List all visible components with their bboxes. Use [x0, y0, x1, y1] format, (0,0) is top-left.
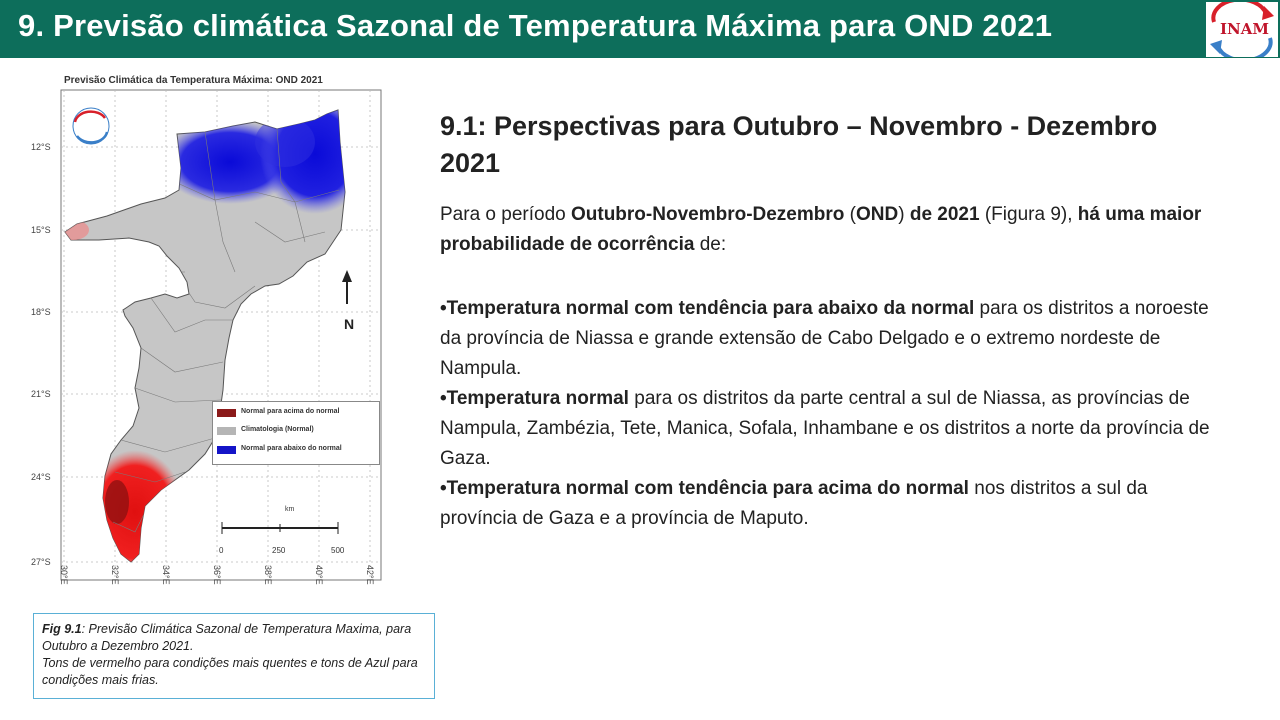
scale-unit-label: km — [285, 506, 295, 513]
legend-label: Normal para abaixo do normal — [241, 445, 342, 452]
section-title: 9.1: Perspectivas para Outubro – Novembro - Dezembro 2021 — [440, 111, 1158, 178]
bullet-above-normal — [440, 474, 1210, 534]
lon-tick-label: 32°E — [110, 565, 120, 585]
caption-fig-label: Fig 9.1 — [42, 622, 82, 636]
legend-swatch — [217, 446, 236, 454]
page-title: 9. Previsão climática Sazonal de Temperatura Máxima para OND 2021 — [18, 8, 1053, 43]
lon-tick-label: 36°E — [212, 565, 222, 585]
bullet-below-normal — [440, 294, 1210, 384]
logo-text: INAM — [1220, 20, 1269, 38]
bullet-heading: •Temperatura normal — [440, 388, 629, 409]
intro-text: ( — [844, 204, 856, 225]
intro-text: Para o período — [440, 204, 571, 225]
inam-logo — [1206, 2, 1278, 57]
lon-tick-label: 40°E — [314, 565, 324, 585]
map-logo — [73, 108, 109, 144]
lon-tick-label: 30°E — [59, 565, 69, 585]
lat-tick-label: 18°S — [31, 307, 51, 317]
bullet-heading: •Temperatura normal com tendência para acima do normal — [440, 478, 969, 499]
map-legend — [212, 401, 380, 465]
legend-label: Climatologia (Normal) — [241, 426, 314, 433]
intro-bold: há uma maior probabilidade de ocorrência — [440, 204, 1202, 255]
intro-text: ) — [898, 204, 910, 225]
lat-tick-label: 12°S — [31, 142, 51, 152]
intro-paragraph — [440, 200, 1210, 260]
scale-tick-label: 500 — [331, 546, 345, 555]
intro-text: (Figura 9), — [979, 204, 1078, 225]
map-title: Previsão Climática da Temperatura Máxima: OND 2021 — [64, 75, 323, 86]
caption-text: : Previsão Climática Sazonal de Temperatura Maxima, para Outubro a Dezembro 2021. — [42, 622, 412, 653]
lon-tick-label: 42°E — [365, 565, 375, 585]
header-bar — [0, 0, 1280, 58]
intro-bold: Outubro-Novembro-Dezembro — [570, 204, 845, 225]
lon-tick-label: 38°E — [263, 565, 273, 585]
content-panel — [440, 108, 1220, 534]
scale-tick-label: 250 — [272, 546, 286, 555]
forecast-map — [31, 72, 390, 592]
bullet-text: nos distritos a sul da província de Gaza e a província de Maputo. — [440, 478, 1148, 529]
figure-caption — [33, 613, 435, 699]
legend-swatch — [217, 427, 236, 435]
map-graphic — [55, 72, 390, 592]
scale-tick-label: 0 — [219, 546, 224, 555]
north-arrow-label: N — [344, 316, 355, 332]
intro-bold: OND — [856, 204, 899, 225]
caption-line-1 — [42, 622, 411, 653]
caption-line-2: Tons de vermelho para condições mais quentes e tons de Azul para condições mais frias. — [42, 656, 418, 687]
bullet-text: para os distritos da parte central a sul de Niassa, as províncias de Nampula, Zambézia, Tete, Manica, Sofala, Inhambane e os distritos a norte da província de Gaza. — [440, 388, 1210, 469]
lat-tick-label: 27°S — [31, 557, 51, 567]
intro-bold: de 2021 — [909, 204, 980, 225]
bullet-heading: •Temperatura normal com tendência para abaixo da normal — [440, 298, 975, 319]
lat-tick-label: 21°S — [31, 389, 51, 399]
lat-tick-label: 24°S — [31, 472, 51, 482]
legend-swatch — [217, 409, 236, 417]
lat-tick-label: 15°S — [31, 225, 51, 235]
legend-label: Normal para acima do normal — [241, 408, 340, 415]
lon-tick-label: 34°E — [161, 565, 171, 585]
bullet-normal — [440, 384, 1210, 474]
intro-text: de: — [694, 234, 727, 255]
bullet-text: para os distritos a noroeste da província de Niassa e grande extensão de Cabo Delgado e o extremo nordeste de Nampula. — [440, 298, 1209, 379]
